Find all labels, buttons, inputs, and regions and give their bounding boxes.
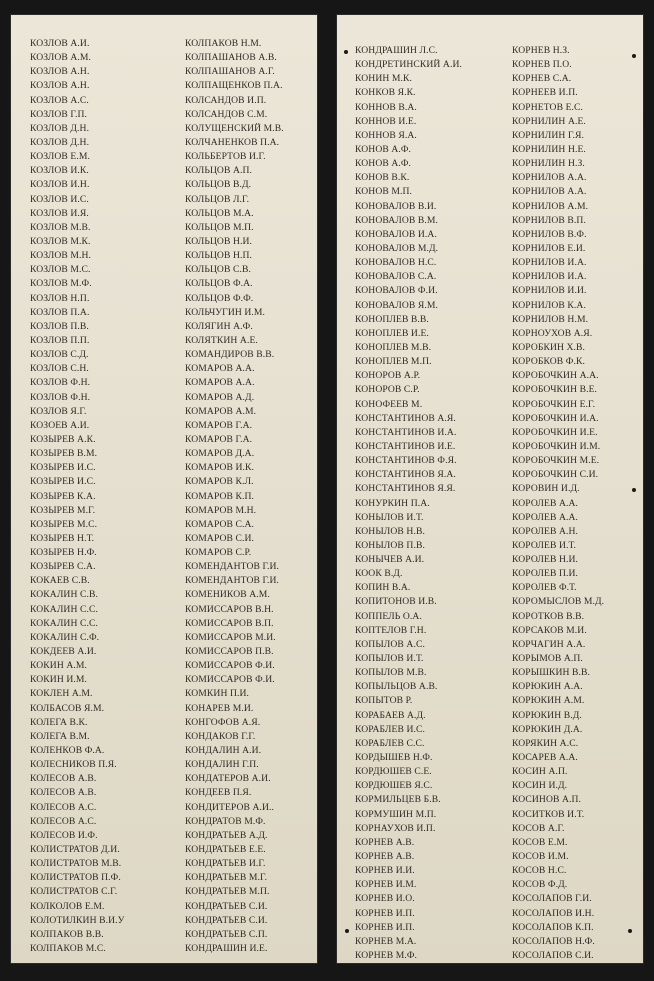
name-entry: КОРОЛЕВ П.И. bbox=[512, 568, 579, 580]
name-entry: КОКАЛИН С.С. bbox=[30, 603, 98, 615]
name-entry: КОЗЛОВ С.Д. bbox=[30, 349, 89, 361]
name-entry: КОЗЛОВ И.Н. bbox=[30, 179, 90, 191]
name-entry: КОСОЛАПОВ К.П. bbox=[512, 921, 594, 933]
name-entry: КОСОВ Ф.Д. bbox=[512, 879, 568, 891]
name-entry: КОЛБАСОВ Я.М. bbox=[30, 702, 105, 714]
name-entry: КОЛЬЦОВ Н.И. bbox=[185, 235, 253, 247]
name-entry: КОЗЫРЕВ И.С. bbox=[30, 462, 96, 474]
name-entry: КОРНИЛОВ В.П. bbox=[512, 214, 586, 226]
name-entry: КОРЫШКИН В.В. bbox=[512, 667, 591, 679]
name-entry: КОПЫТОВ Р. bbox=[355, 695, 413, 707]
name-entry: КОСОВ Е.М. bbox=[512, 836, 568, 848]
name-entry: КОМЕНДАНТОВ Г.И. bbox=[185, 575, 280, 587]
name-entry: КОРМИЛЬЦЕВ Б.В. bbox=[355, 794, 441, 806]
name-entry: КОРЮКИН А.М. bbox=[512, 695, 585, 707]
name-entry: КОМКИН П.И. bbox=[185, 688, 250, 700]
name-entry: КОНДРЕТИНСКИЙ А.И. bbox=[355, 59, 462, 71]
name-entry: КОЗЫРЕВ Н.Т. bbox=[30, 532, 95, 544]
name-entry: КОЗЫРЕВ М.С. bbox=[30, 518, 98, 530]
name-entry: КОМИССАРОВ Ф.И. bbox=[185, 674, 275, 686]
name-entry: КОНОВАЛОВ В.М. bbox=[355, 214, 439, 226]
name-entry: КОРЮКИН Д.А. bbox=[512, 723, 583, 735]
name-entry: КОКЛЕН А.М. bbox=[30, 688, 93, 700]
name-entry: КОПИТОНОВ И.В. bbox=[355, 596, 437, 608]
name-entry: КОНДАЛИН А.И. bbox=[185, 745, 262, 757]
name-entry: КОНДАЛИН Г.П. bbox=[185, 759, 259, 771]
name-entry: КОНОВ А.Ф. bbox=[355, 158, 412, 170]
name-entry: КОНДРАТЬЕВ С.И. bbox=[185, 914, 268, 926]
name-entry: КОРОБОЧКИН И.М. bbox=[512, 440, 601, 452]
name-entry: КОРНИЛОВ К.А. bbox=[512, 299, 586, 311]
name-entry: КОНДРАТЬЕВ Е.Е. bbox=[185, 844, 266, 856]
name-entry: КОЗЫРЕВ М.Г. bbox=[30, 504, 96, 516]
name-entry: КОППЕЛЬ О.А. bbox=[355, 610, 422, 622]
name-entry: КОПЫЛОВ А.С. bbox=[355, 638, 425, 650]
name-entry: КОМАРОВ С.И. bbox=[185, 532, 255, 544]
name-entry: КОНОФЕЕВ М. bbox=[355, 398, 423, 410]
name-entry: КОЗЛОВ Я.Г. bbox=[30, 405, 87, 417]
name-entry: КОЛПАЩЕНКОВ П.А. bbox=[185, 80, 283, 92]
name-entry: КОРДЫШЕВ Н.Ф. bbox=[355, 752, 433, 764]
name-entry: КОЛЕСОВ А.В. bbox=[30, 787, 97, 799]
name-entry: КОЛПАКОВ Н.М. bbox=[185, 38, 262, 49]
name-entry: КОНОРОВ С.Р. bbox=[355, 384, 420, 396]
name-entry: КОКАЕВ С.В. bbox=[30, 575, 90, 587]
name-entry: КОЛЕСНИКОВ П.Я. bbox=[30, 759, 117, 771]
name-entry: КОПИН В.А. bbox=[355, 582, 411, 594]
name-entry: КОКАЛИН С.Ф. bbox=[30, 631, 100, 643]
name-entry: КОСАРЕВ А.А. bbox=[512, 752, 578, 764]
name-entry: КОНДИТЕРОВ А.И.. bbox=[185, 801, 275, 813]
name-entry: КОННОВ И.Е. bbox=[355, 115, 417, 127]
name-entry: КОМАРОВ Д.А. bbox=[185, 448, 255, 460]
name-entry: КОРЮКИН А.А. bbox=[512, 681, 583, 693]
name-entry: КОРДЮШЕВ Я.С. bbox=[355, 780, 433, 792]
name-entry: КООК В.Д. bbox=[355, 568, 403, 580]
name-entry: КОЗЫРЕВ Н.Ф. bbox=[30, 547, 97, 559]
name-entry: КОНДРАТОВ М.Ф. bbox=[185, 815, 266, 827]
name-entry: КОЛЕГА В.М. bbox=[30, 730, 90, 742]
name-entry: КОЗЛОВ М.С. bbox=[30, 264, 91, 276]
name-entry: КОНЫЛОВ И.Т. bbox=[355, 511, 424, 523]
name-entry: КОНОВ А.Ф. bbox=[355, 143, 412, 155]
name-entry: КОРНЕВ И.О. bbox=[355, 893, 415, 905]
mounting-screw-icon bbox=[345, 929, 349, 933]
name-entry: КОПТЕЛОВ Г.Н. bbox=[355, 624, 427, 636]
name-entry: КОЛЬЦОВ В.Д. bbox=[185, 179, 252, 191]
name-entry: КОРОБОЧКИН М.Е. bbox=[512, 455, 600, 467]
name-entry: КОМИССАРОВ М.И. bbox=[185, 631, 276, 643]
name-entry: КОРНИЛОВ И.А. bbox=[512, 257, 587, 269]
name-entry: КОМИССАРОВ В.Н. bbox=[185, 603, 274, 615]
name-entry: КОРОТКОВ В.В. bbox=[512, 610, 585, 622]
name-entry: КОМАРОВ А.Д. bbox=[185, 391, 255, 403]
name-entry: КОНОВАЛОВ С.А. bbox=[355, 271, 437, 283]
name-entry: КОЛЬЦОВ А.П. bbox=[185, 165, 253, 177]
name-entry: КОЛЬЦОВ Л.Г. bbox=[185, 193, 250, 205]
name-entry: КОЛОТИЛКИН В.И.У bbox=[30, 914, 125, 926]
name-entry: КОЛЕНКОВ Ф.А. bbox=[30, 745, 105, 757]
name-entry: КОРНОУХОВ А.Я. bbox=[512, 327, 593, 339]
name-entry: КОЛИСТРАТОВ М.В. bbox=[30, 858, 122, 870]
name-entry: КОРНИЛОВ А.М. bbox=[512, 200, 589, 212]
name-entry: КОНДРАТЬЕВ С.П. bbox=[185, 928, 268, 940]
name-entry: КОЛИСТРАТОВ С.Г. bbox=[30, 886, 118, 898]
name-entry: КОСОВ А.Г. bbox=[512, 822, 565, 834]
name-entry: КОМАРОВ Г.А. bbox=[185, 433, 253, 445]
name-entry: КОРОБОЧКИН И.Е. bbox=[512, 426, 598, 438]
name-entry: КОЗЛОВ А.Н. bbox=[30, 66, 90, 78]
name-entry: КОРЧАГИН А.А. bbox=[512, 638, 586, 650]
name-entry: КОЛЬЧУГИН И.М. bbox=[185, 306, 266, 318]
name-entry: КОЗЛОВ Д.Н. bbox=[30, 136, 90, 148]
name-entry: КОНДАКОВ Г.Г. bbox=[185, 730, 256, 742]
name-entry: КОРОБКОВ Ф.К. bbox=[512, 356, 585, 368]
name-entry: КОРОЛЕВ И.Т. bbox=[512, 539, 576, 551]
name-entry: КОКИН И.М. bbox=[30, 674, 87, 686]
mounting-screw-icon bbox=[344, 50, 348, 54]
name-entry: КОНЫЧЕВ А.И. bbox=[355, 554, 425, 566]
name-entry: КОСИНОВ А.П. bbox=[512, 794, 582, 806]
name-entry: КОРНЕВ И.М. bbox=[355, 879, 417, 891]
right-plaque bbox=[336, 14, 644, 964]
name-entry: КОЛСАНДОВ И.П. bbox=[185, 94, 267, 106]
name-entry: КОЛЬБЕРТОВ И.Г. bbox=[185, 151, 266, 163]
name-entry: КОЗЫРЕВ В.М. bbox=[30, 448, 98, 460]
name-entry: КОНОВАЛОВ Я.М. bbox=[355, 299, 439, 311]
name-entry: КОРНЕВ С.А. bbox=[512, 73, 572, 85]
name-entry: КОРНЕВ П.О. bbox=[512, 59, 572, 71]
name-entry: КОМАРОВ Г.А. bbox=[185, 419, 253, 431]
name-entry: КОНАРЕВ М.И. bbox=[185, 702, 254, 714]
name-entry: КОНОВАЛОВ И.А. bbox=[355, 228, 437, 240]
right-plaque-column-1 bbox=[355, 44, 505, 963]
name-entry: КОРОЛЕВ Ф.Т. bbox=[512, 582, 577, 594]
name-entry: КОНСТАНТИНОВ Ф.Я. bbox=[355, 455, 457, 467]
name-entry: КОНОВ В.К. bbox=[355, 172, 410, 184]
name-entry: КОРНЕВ И.П. bbox=[355, 907, 415, 919]
name-entry: КОНИН М.К. bbox=[355, 73, 412, 85]
name-entry: КОРНИЛИН Н.З. bbox=[512, 158, 585, 170]
name-entry: КОЗЛОВ М.Н. bbox=[30, 250, 92, 262]
name-entry: КОНОВАЛОВ Ф.И. bbox=[355, 285, 438, 297]
name-entry: КОКАЛИН С.В. bbox=[30, 589, 98, 601]
name-entry: КОРЫМОВ А.П. bbox=[512, 653, 583, 665]
name-entry: КОСОЛАПОВ Г.И. bbox=[512, 893, 592, 905]
name-entry: КОРНИЛОВ А.А. bbox=[512, 172, 587, 184]
name-entry: КОНОВАЛОВ М.Д. bbox=[355, 242, 439, 254]
name-entry: КОЛЬЦОВ С.В. bbox=[185, 264, 251, 276]
name-entry: КОМИССАРОВ В.П. bbox=[185, 617, 274, 629]
name-entry: КОЗЛОВ П.А. bbox=[30, 306, 90, 318]
name-entry: КОЗЛОВ Е.М. bbox=[30, 151, 90, 163]
name-entry: КОРНИЛИН Н.Е. bbox=[512, 143, 586, 155]
name-entry: КОРЯКИН А.С. bbox=[512, 737, 579, 749]
name-entry: КОЛЕСОВ А.В. bbox=[30, 773, 97, 785]
name-entry: КОНОПЛЕВ М.П. bbox=[355, 356, 432, 368]
name-entry: КОРНИЛОВ А.А. bbox=[512, 186, 587, 198]
name-entry: КОРДЮШЕВ С.Е. bbox=[355, 766, 432, 778]
name-entry: КОРЮКИН В.Д. bbox=[512, 709, 582, 721]
name-entry: КОЛПАШАНОВ А.В. bbox=[185, 52, 277, 64]
name-entry: КОЗЛОВ А.И. bbox=[30, 38, 90, 49]
name-entry: КОМАРОВ А.А. bbox=[185, 363, 255, 375]
name-entry: КОНСТАНТИНОВ И.А. bbox=[355, 426, 457, 438]
name-entry: КОРНИЛОВ Е.И. bbox=[512, 242, 586, 254]
name-entry: КОМАРОВ К.Л. bbox=[185, 476, 254, 488]
name-entry: КОРОМЫСЛОВ М.Д. bbox=[512, 596, 605, 608]
name-entry: КОСОЛАПОВ С.И. bbox=[512, 950, 594, 961]
name-entry: КОЛЬЦОВ М.П. bbox=[185, 221, 254, 233]
name-entry: КОМАРОВ А.М. bbox=[185, 405, 257, 417]
name-entry: КОСОЛАПОВ И.Н. bbox=[512, 907, 595, 919]
name-entry: КОРМУШИН М.П. bbox=[355, 808, 437, 820]
name-entry: КОНДРАТЬЕВ М.Г. bbox=[185, 872, 268, 884]
name-entry: КОРСАКОВ М.И. bbox=[512, 624, 587, 636]
name-entry: КОЛЬЦОВ Ф.Ф. bbox=[185, 292, 254, 304]
name-entry: КОРОБОЧКИН И.А. bbox=[512, 412, 599, 424]
name-entry: КОРНИЛОВ Н.М. bbox=[512, 313, 589, 325]
name-entry: КОНОВ М.П. bbox=[355, 186, 412, 198]
name-entry: КОНОВАЛОВ В.И. bbox=[355, 200, 437, 212]
name-entry: КОСИТКОВ И.Т. bbox=[512, 808, 585, 820]
name-entry: КОЗЛОВ Г.П. bbox=[30, 108, 87, 120]
name-entry: КОЗЫРЕВ К.А. bbox=[30, 490, 96, 502]
name-entry: КОРНЕТОВ Е.С. bbox=[512, 101, 584, 113]
name-entry: КОНДЕЕВ П.Я. bbox=[185, 787, 252, 799]
name-entry: КОЛЬЦОВ Ф.А. bbox=[185, 278, 253, 290]
name-entry: КОЛСАНДОВ С.М. bbox=[185, 108, 268, 120]
name-entry: КОЛЕСОВ А.С. bbox=[30, 801, 97, 813]
name-entry: КОЗЛОВ Н.П. bbox=[30, 292, 90, 304]
name-entry: КОРАБАЕВ А.Д. bbox=[355, 709, 426, 721]
name-entry: КОРНИЛОВ И.А. bbox=[512, 271, 587, 283]
name-entry: КОЗЛОВ Ф.Н. bbox=[30, 377, 91, 389]
name-entry: КОРОЛЕВ А.А. bbox=[512, 511, 579, 523]
name-entry: КОЛЧАНЕНКОВ П.А. bbox=[185, 136, 280, 148]
name-entry: КОЗЛОВ С.Н. bbox=[30, 363, 89, 375]
name-entry: КОРОБОЧКИН А.А. bbox=[512, 370, 599, 382]
name-entry: КОЛЯТКИН А.Е. bbox=[185, 334, 258, 346]
name-entry: КОЗЛОВ М.В. bbox=[30, 221, 91, 233]
name-entry: КОЗЫРЕВ А.К. bbox=[30, 433, 96, 445]
name-entry: КОЗЛОВ Ф.Н. bbox=[30, 391, 91, 403]
name-entry: КОРНЕВ И.П. bbox=[355, 921, 415, 933]
name-entry: КОМАНДИРОВ В.В. bbox=[185, 349, 275, 361]
name-entry: КОСОВ Н.С. bbox=[512, 865, 567, 877]
name-entry: КОРОЛЕВ А.А. bbox=[512, 497, 579, 509]
name-entry: КОРНЕВ А.В. bbox=[355, 851, 415, 863]
name-entry: КОРОБКИН Х.В. bbox=[512, 341, 586, 353]
name-entry: КОРОВИН И.Д. bbox=[512, 483, 580, 495]
name-entry: КОСОЛАПОВ Н.Ф. bbox=[512, 935, 595, 947]
name-entry: КОМАРОВ С.А. bbox=[185, 518, 255, 530]
left-plaque-column-2 bbox=[185, 37, 315, 956]
name-entry: КОМЕНИКОВ А.М. bbox=[185, 589, 270, 601]
name-entry: КОКАЛИН С.С. bbox=[30, 617, 98, 629]
name-entry: КОРНИЛОВ В.Ф. bbox=[512, 228, 587, 240]
name-entry: КОРНИЛИН Г.Я. bbox=[512, 129, 585, 141]
name-entry: КОРАБЛЕВ И.С. bbox=[355, 723, 425, 735]
name-entry: КОРНЕВ И.И. bbox=[355, 865, 415, 877]
name-entry: КОЗЛОВ И.С. bbox=[30, 193, 89, 205]
name-entry: КОНЫЛОВ Н.В. bbox=[355, 525, 425, 537]
name-entry: КОНСТАНТИНОВ Я.Я. bbox=[355, 483, 456, 495]
name-entry: КОНДАТЕРОВ А.И. bbox=[185, 773, 271, 785]
left-plaque-column-1 bbox=[30, 37, 190, 956]
name-entry: КОНДРАТЬЕВ С.И. bbox=[185, 900, 268, 912]
name-entry: КОМАРОВ С.Р. bbox=[185, 547, 252, 559]
name-entry: КОКДЕЕВ А.И. bbox=[30, 646, 97, 658]
name-entry: КОЛУЩЕНСКИЙ М.В. bbox=[185, 122, 284, 134]
name-entry: КОННОВ Я.А. bbox=[355, 129, 417, 141]
name-entry: КОПЫЛОВ И.Т. bbox=[355, 653, 424, 665]
name-entry: КОЗЛОВ П.В. bbox=[30, 320, 89, 332]
name-entry: КОПЫЛЬЦОВ А.В. bbox=[355, 681, 438, 693]
name-entry: КОСИН А.П. bbox=[512, 766, 568, 778]
name-entry: КОНДРАШИН И.Е. bbox=[185, 943, 268, 954]
name-entry: КОЗЛОВ П.П. bbox=[30, 334, 90, 346]
name-entry: КОМАРОВ М.Н. bbox=[185, 504, 257, 516]
name-entry: КОРАБЛЕВ С.С. bbox=[355, 737, 425, 749]
name-entry: КОРНЕВ Н.З. bbox=[512, 45, 570, 56]
name-entry: КОЛПАШАНОВ А.Г. bbox=[185, 66, 275, 78]
name-entry: КОМАРОВ А.А. bbox=[185, 377, 255, 389]
name-entry: КОРНИЛОВ И.И. bbox=[512, 285, 587, 297]
name-entry: КОЛПАКОВ В.В. bbox=[30, 928, 104, 940]
name-entry: КОРНЕВ М.А. bbox=[355, 935, 417, 947]
name-entry: КОРНАУХОВ И.П. bbox=[355, 822, 436, 834]
name-entry: КОНОПЛЕВ И.Е. bbox=[355, 327, 429, 339]
name-entry: КОЛПАКОВ М.С. bbox=[30, 943, 106, 954]
name-entry: КОНОПЛЕВ М.В. bbox=[355, 341, 432, 353]
name-entry: КОНСТАНТИНОВ А.Я. bbox=[355, 412, 456, 424]
name-entry: КОРОБОЧКИН С.И. bbox=[512, 469, 599, 481]
name-entry: КОНОРОВ А.Р. bbox=[355, 370, 421, 382]
name-entry: КОСОВ И.М. bbox=[512, 851, 569, 863]
name-entry: КОМЕНДАНТОВ Г.И. bbox=[185, 561, 280, 573]
name-entry: КОЗЛОВ А.Н. bbox=[30, 80, 90, 92]
name-entry: КОЛИСТРАТОВ Д.И. bbox=[30, 844, 120, 856]
name-entry: КОНСТАНТИНОВ И.Е. bbox=[355, 440, 456, 452]
name-entry: КОЛИСТРАТОВ П.Ф. bbox=[30, 872, 121, 884]
left-plaque bbox=[10, 14, 318, 964]
name-entry: КОНСТАНТИНОВ Я.А. bbox=[355, 469, 456, 481]
name-entry: КОНКОВ Я.К. bbox=[355, 87, 416, 99]
name-entry: КОНДРАТЬЕВ М.П. bbox=[185, 886, 270, 898]
name-entry: КОМАРОВ К.П. bbox=[185, 490, 255, 502]
name-entry: КОРНЕЕВ И.П. bbox=[512, 87, 578, 99]
name-entry: КОЛЬЦОВ М.А. bbox=[185, 207, 254, 219]
name-entry: КОЗЛОВ И.К. bbox=[30, 165, 89, 177]
name-entry: КОСИН И.Д. bbox=[512, 780, 568, 792]
name-entry: КОЗЛОВ И.Я. bbox=[30, 207, 89, 219]
name-entry: КОРОЛЕВ А.Н. bbox=[512, 525, 579, 537]
name-entry: КОЗОЕВ А.И. bbox=[30, 419, 90, 431]
name-entry: КОМАРОВ И.К. bbox=[185, 462, 255, 474]
name-entry: КОМИССАРОВ П.В. bbox=[185, 646, 274, 658]
name-entry: КОНОВАЛОВ Н.С. bbox=[355, 257, 437, 269]
name-entry: КОЗЛОВ Д.Н. bbox=[30, 122, 90, 134]
name-entry: КОНДРАШИН Л.С. bbox=[355, 45, 438, 56]
name-entry: КОРНЕВ М.Ф. bbox=[355, 950, 418, 961]
name-entry: КОРОБОЧКИН Е.Г. bbox=[512, 398, 596, 410]
name-entry: КОРОЛЕВ Н.И. bbox=[512, 554, 579, 566]
name-entry: КОЛЕСОВ И.Ф. bbox=[30, 829, 98, 841]
name-entry: КОПЫЛОВ М.В. bbox=[355, 667, 427, 679]
name-entry: КОННОВ В.А. bbox=[355, 101, 417, 113]
name-entry: КОЗЛОВ А.М. bbox=[30, 52, 92, 64]
name-entry: КОНУРКИН П.А. bbox=[355, 497, 430, 509]
name-entry: КОНГОФОВ А.Я. bbox=[185, 716, 261, 728]
name-entry: КОЛЬЦОВ Н.П. bbox=[185, 250, 253, 262]
name-entry: КОРНИЛИН А.Е. bbox=[512, 115, 586, 127]
name-entry: КОНДРАТЬЕВ А.Д. bbox=[185, 829, 268, 841]
name-entry: КОРОБОЧКИН В.Е. bbox=[512, 384, 598, 396]
name-entry: КОМИССАРОВ Ф.И. bbox=[185, 660, 275, 672]
name-entry: КОНОПЛЕВ В.В. bbox=[355, 313, 429, 325]
name-entry: КОНДРАТЬЕВ И.Г. bbox=[185, 858, 266, 870]
name-entry: КОКИН А.М. bbox=[30, 660, 87, 672]
name-entry: КОЛЕГА В.К. bbox=[30, 716, 88, 728]
name-entry: КОЗЛОВ А.С. bbox=[30, 94, 89, 106]
name-entry: КОЛЯГИН А.Ф. bbox=[185, 320, 253, 332]
name-entry: КОЗЫРЕВ С.А. bbox=[30, 561, 96, 573]
name-entry: КОНЫЛОВ П.В. bbox=[355, 539, 425, 551]
right-plaque-column-2 bbox=[512, 44, 642, 963]
name-entry: КОЗЛОВ М.К. bbox=[30, 235, 91, 247]
name-entry: КОРНЕВ А.В. bbox=[355, 836, 415, 848]
name-entry: КОЛКОЛОВ Е.М. bbox=[30, 900, 105, 912]
name-entry: КОЗЫРЕВ И.С. bbox=[30, 476, 96, 488]
name-entry: КОЗЛОВ М.Ф. bbox=[30, 278, 92, 290]
name-entry: КОЛЕСОВ А.С. bbox=[30, 815, 97, 827]
